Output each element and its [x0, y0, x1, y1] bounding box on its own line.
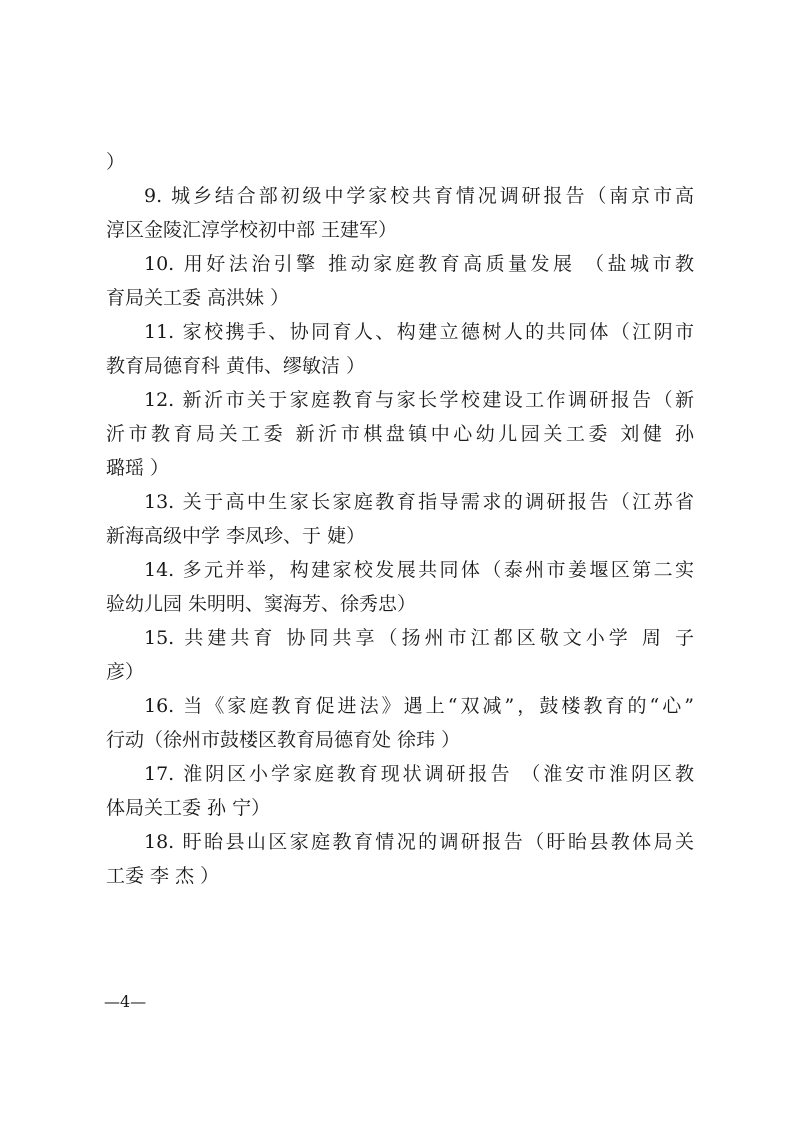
- list-item-line: 彦）: [106, 661, 145, 683]
- list-item-line: 11. 家校携手、协同育人、构建立德树人的共同体（江阴市: [144, 321, 694, 343]
- list-item-line: 9. 城乡结合部初级中学家校共育情况调研报告（南京市高: [144, 185, 694, 207]
- list-item-line: 12. 新沂市关于家庭教育与家长学校建设工作调研报告（新: [144, 389, 694, 411]
- list-item-line: 16. 当《家庭教育促进法》遇上“双减”，鼓楼教育的“心”: [144, 695, 694, 717]
- list-item-line: 15. 共建共育 协同共享（扬州市江都区敬文小学 周 子: [144, 627, 694, 649]
- list-item-line: 18. 盱眙县山区家庭教育情况的调研报告（盱眙县教体局关: [144, 831, 694, 853]
- text-line: ）: [106, 151, 126, 173]
- list-item-line: 体局关工委 孙 宁）: [106, 797, 271, 819]
- list-item-line: 10. 用好法治引擎 推动家庭教育高质量发展 （盐城市教: [144, 253, 694, 275]
- list-item-line: 17. 淮阴区小学家庭教育现状调研报告 （淮安市淮阴区教: [144, 763, 694, 785]
- list-item-line: 沂市教育局关工委 新沂市棋盘镇中心幼儿园关工委 刘健 孙: [106, 423, 694, 445]
- document-body: [106, 145, 694, 893]
- list-item-line: 育局关工委 高洪妹 ）: [106, 287, 290, 309]
- list-item-line: 璐瑶 ）: [106, 457, 170, 479]
- list-item-line: 13. 关于高中生家长家庭教育指导需求的调研报告（江苏省: [144, 491, 694, 513]
- list-item-line: 教育局德育科 黄伟、缪敏洁 ）: [106, 355, 366, 377]
- page-number: —4—: [104, 992, 147, 1011]
- list-item-line: 验幼儿园 朱明明、窦海芳、徐秀忠）: [106, 593, 417, 615]
- list-item-line: 淳区金陵汇淳学校初中部 王建军）: [106, 219, 398, 241]
- list-item-line: 新海高级中学 李凤珍、于 婕）: [106, 525, 366, 547]
- list-item-line: 14. 多元并举，构建家校发展共同体（泰州市姜堰区第二实: [144, 559, 694, 581]
- list-item-line: 工委 李 杰 ）: [106, 865, 220, 887]
- list-item-line: 行动（徐州市鼓楼区教育局德育处 徐玮 ）: [106, 729, 461, 751]
